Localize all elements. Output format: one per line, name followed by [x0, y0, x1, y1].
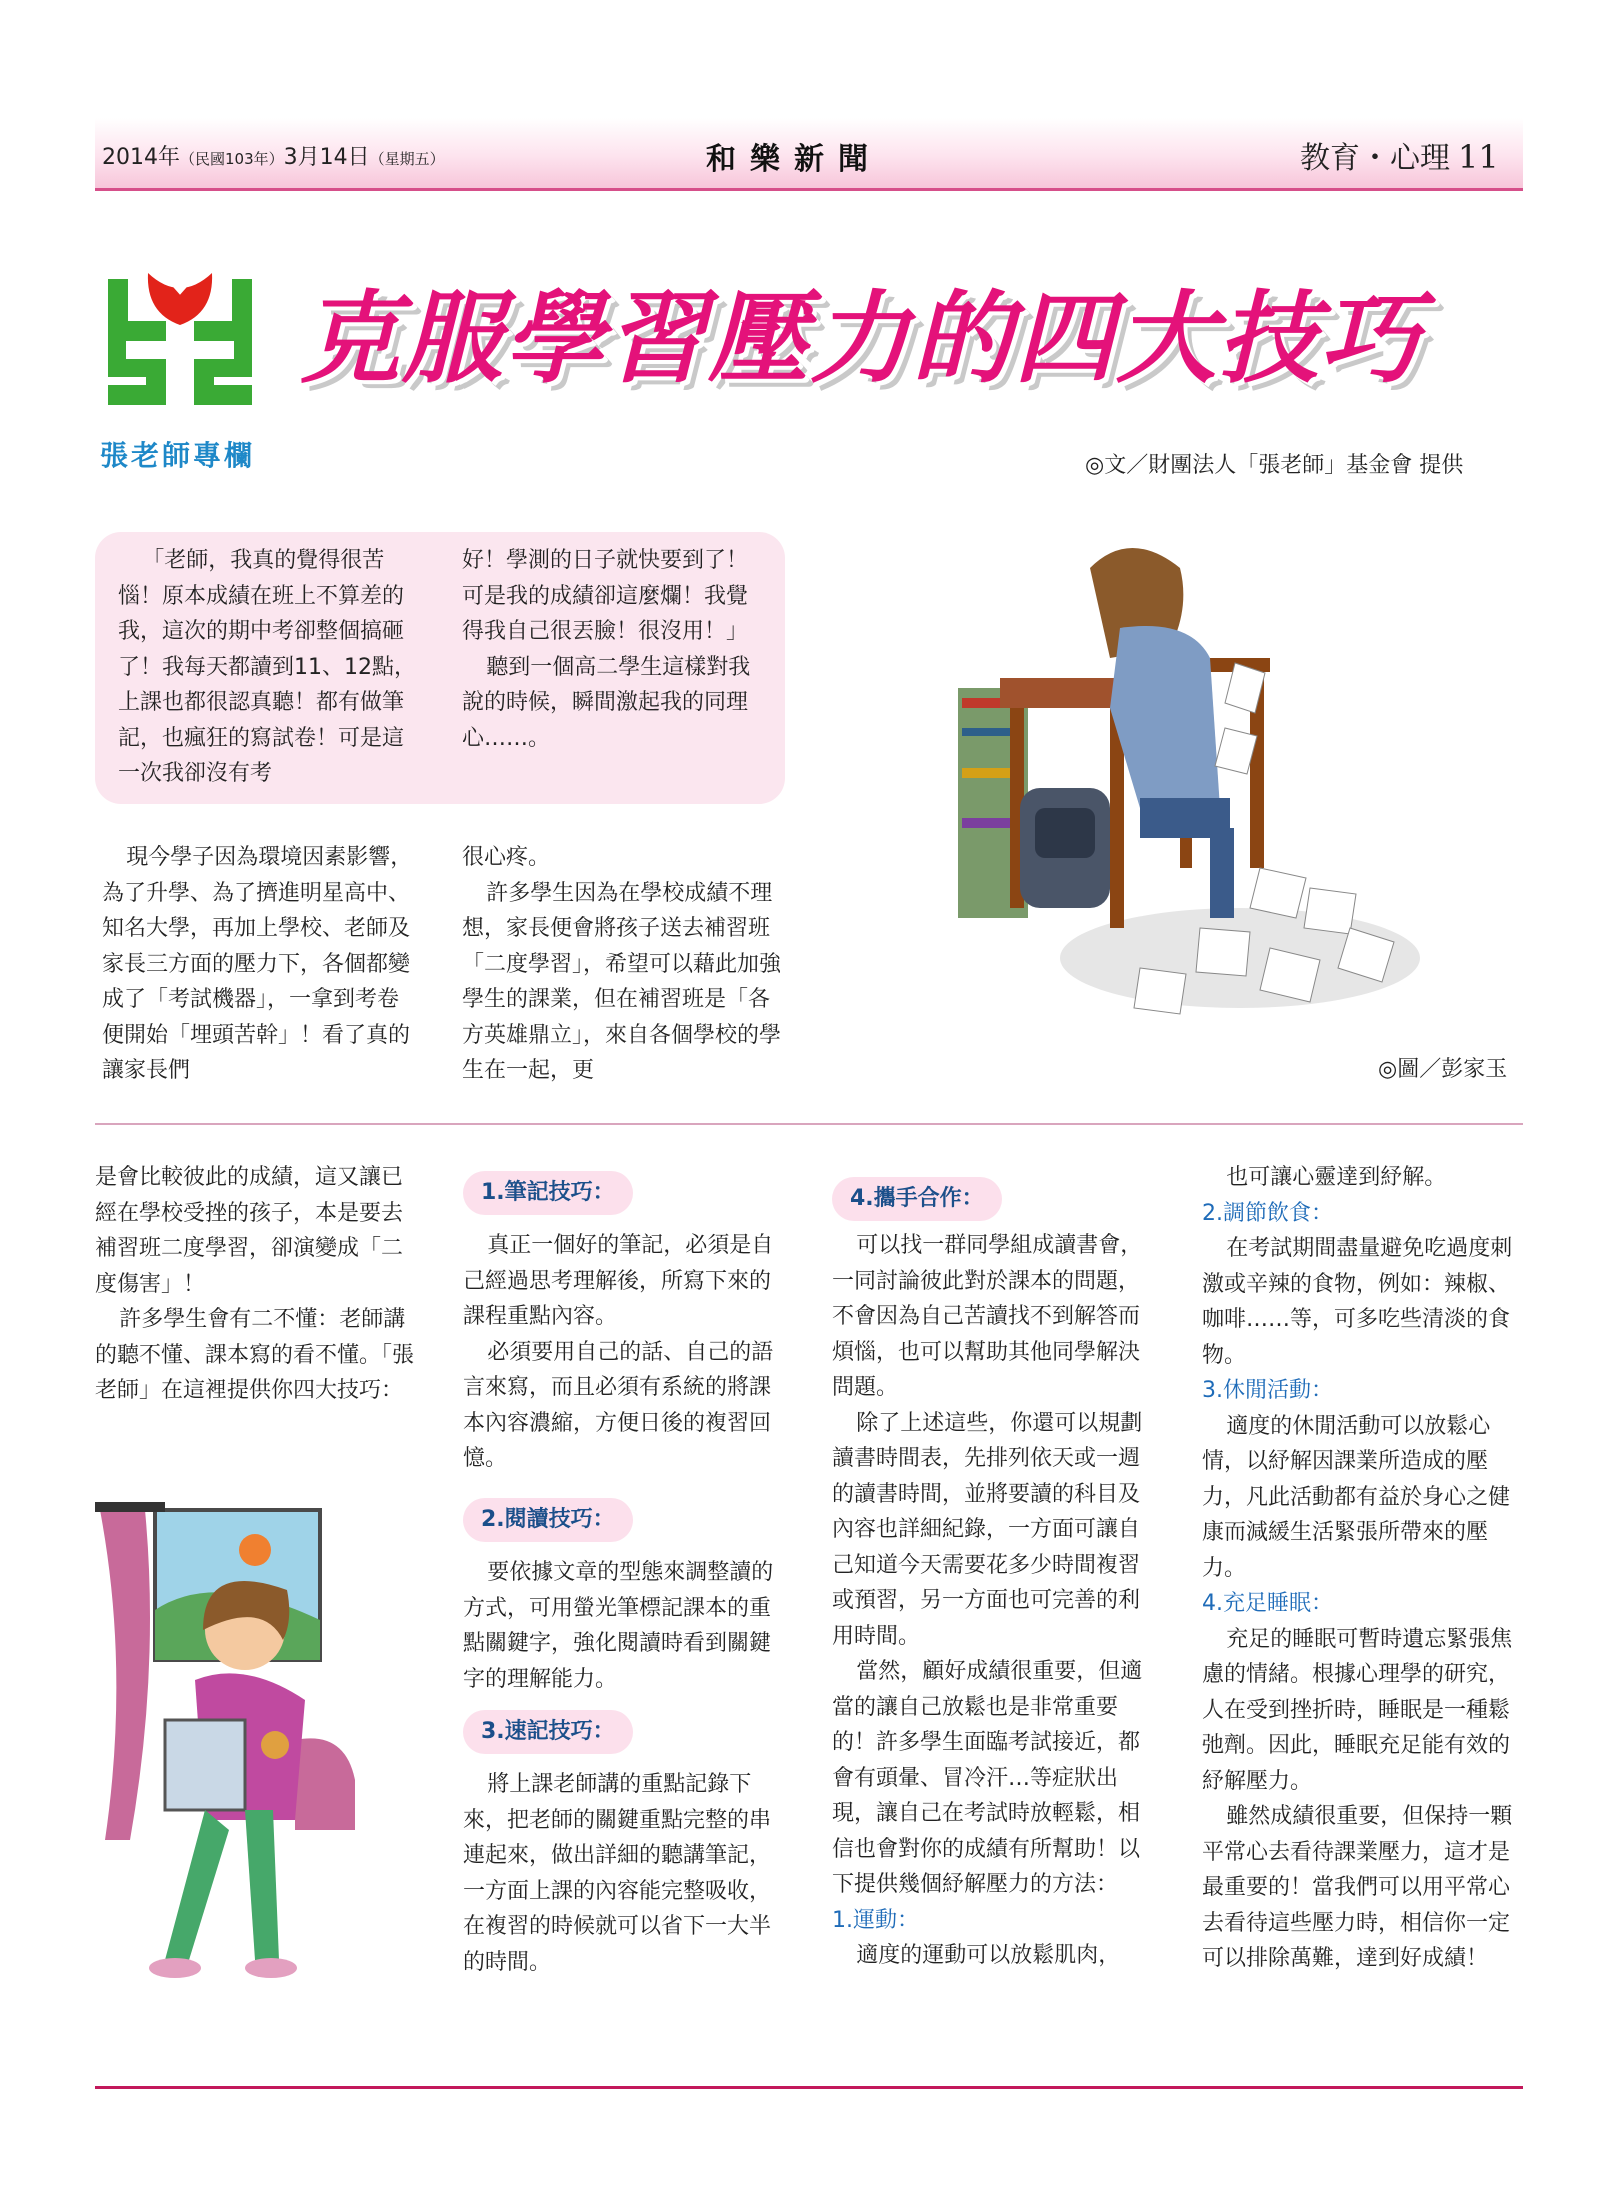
body-paragraph: 很心疼。 [462, 845, 551, 870]
date-weekday: （星期五） [369, 150, 445, 168]
body-paragraph: 許多學生會有二不懂：老師講的聽不懂、課本寫的看不懂。「張老師」在這裡提供你四大技巧： [95, 1307, 415, 1403]
page-number: 11 [1458, 138, 1499, 176]
relax-leisure-heading: 3.休閒活動： [1202, 1378, 1333, 1403]
intro-paragraph: 「老師，我真的覺得很苦惱！原本成績在班上不算差的我，這次的期中考卻整個搞砸了！我每天都讀到11、12點，上課也都很認真聽！都有做筆記，也瘋狂的寫試卷！可是這一次我卻沒有考 [118, 548, 416, 786]
tip-teamwork-heading [832, 1177, 1002, 1221]
body-paragraph: 適度的休閒活動可以放鬆心情，以紓解因課業所造成的壓力，凡此活動都有益於身心之健康而減緩生活緊張所帶來的壓力。 [1202, 1413, 1511, 1581]
reading-girl-illustration [95, 1490, 365, 2000]
tip-heading-text: 3.速記技巧： [481, 1719, 615, 1744]
date-day: 3月14日 [283, 145, 370, 170]
article-title: 克服學習壓力的四大技巧 [300, 280, 1422, 397]
upper-column-2 [462, 840, 784, 1089]
section-name: 教育・心理 [1300, 141, 1450, 176]
body-paragraph: 在考試期間盡量避免吃過度刺激或辛辣的食物，例如：辣椒、咖啡……等，可多吃些清淡的食物。 [1202, 1236, 1513, 1368]
lower-column-4 [1202, 1160, 1522, 1977]
body-paragraph: 充足的睡眠可暫時遺忘緊張焦慮的情緒。根據心理學的研究，人在受到挫折時，睡眠是一種鬆弛劑。因此，睡眠充足能有效的紓解壓力。 [1202, 1626, 1513, 1794]
relax-diet-heading: 2.調節飲食： [1202, 1200, 1333, 1226]
body-paragraph: 是會比較彼此的成績，這又讓已經在學校受挫的孩子，本是要去補習班二度學習，卻演變成「二度傷害」！ [95, 1165, 404, 1297]
body-paragraph: 要依據文章的型態來調整讀的方式，可用螢光筆標記課本的重點關鍵字，強化閱讀時看到關鍵字的理解能力。 [463, 1560, 774, 1692]
column-logo [100, 265, 260, 430]
body-paragraph: 適度的運動可以放鬆肌肉， [856, 1943, 1121, 1968]
author-credit: ◎文／財團法人「張老師」基金會 提供 [1085, 453, 1464, 478]
tip-note-taking-heading [463, 1171, 633, 1215]
lower-column-3 [832, 1228, 1155, 1974]
body-paragraph: 將上課老師講的重點記錄下來，把老師的關鍵重點完整的串連起來，做出詳細的聽講筆記，一方面上課的內容能完整吸收，在複習的時候就可以省下一大半的時間。 [463, 1772, 772, 1975]
figure-credit: ◎圖／彭家玉 [1378, 1057, 1508, 1082]
section-divider [95, 1123, 1523, 1125]
closing-paragraph: 雖然成績很重要，但保持一顆平常心去看待課業壓力，這才是最重要的！當我們可以用平常心去看待這些壓力時，相信你一定可以排除萬難，達到好成績！ [1202, 1804, 1513, 1971]
bottom-rule [95, 2086, 1523, 2089]
body-paragraph: 當然，顧好成績很重要，但適當的讓自己放鬆也是非常重要的！許多學生面臨考試接近，都會有頭暈、冒冷汗…等症狀出現，讓自己在考試時放輕鬆，相信也會對你的成績有所幫助！以下提供幾個紓解壓力的方法： [832, 1659, 1143, 1897]
intro-column-1 [118, 543, 418, 792]
body-paragraph: 必須要用自己的話、自己的語言來寫，而且必須有系統的將課本內容濃縮，方便日後的複習回憶。 [463, 1339, 774, 1471]
header-rule [95, 188, 1523, 191]
paper-name: 和樂新聞 [706, 142, 882, 177]
relax-sleep-heading: 4.充足睡眠： [1202, 1591, 1333, 1616]
lower-column-1 [95, 1160, 415, 1409]
studying-student-illustration [940, 528, 1430, 1048]
tip-heading-text: 1.筆記技巧： [481, 1180, 615, 1205]
issue-date [102, 140, 445, 171]
tip-note-taking-text [463, 1228, 786, 1477]
relax-exercise-heading: 1.運動： [832, 1907, 919, 1933]
tip-reading-heading [463, 1498, 633, 1542]
intro-column-2 [462, 543, 764, 756]
logo-caption: 張老師專欄 [100, 439, 256, 472]
tip-heading-text: 4.攜手合作： [850, 1186, 984, 1211]
section-label [1300, 133, 1499, 177]
intro-paragraph: 聽到一個高二學生這樣對我說的時候，瞬間激起我的同理心……。 [462, 654, 751, 751]
body-paragraph: 也可讓心靈達到紓解。 [1226, 1165, 1447, 1190]
tip-shorthand-heading [463, 1710, 633, 1754]
body-paragraph: 除了上述這些，你還可以規劃讀書時間表，先排列依天或一週的讀書時間，並將要讀的科目及內容也詳細紀錄，一方面可讓自己知道今天需要花多少時間複習或預習，另一方面也可完善的利用時間。 [832, 1410, 1143, 1649]
body-paragraph: 現今學子因為環境因素影響，為了升學、為了擠進明星高中、知名大學，再加上學校、老師及家長三方面的壓力下，各個都變成了「考試機器」，一拿到考卷便開始「埋頭苦幹」！看了真的讓家長們 [102, 845, 413, 1083]
intro-paragraph: 好！學測的日子就快要到了！可是我的成績卻這麼爛！我覺得我自己很丟臉！很沒用！」 [462, 548, 749, 644]
date-year: 2014年 [102, 145, 180, 170]
body-paragraph: 許多學生因為在學校成績不理想，家長便會將孩子送去補習班「二度學習」，希望可以藉此加強學生的課業，但在補習班是「各方英雄鼎立」，來自各個學校的學生在一起，更 [462, 880, 782, 1083]
body-paragraph: 可以找一群同學組成讀書會，一同討論彼此對於課本的問題，不會因為自己苦讀找不到解答而煩惱，也可以幫助其他同學解決問題。 [832, 1233, 1143, 1400]
date-roc: （民國103年） [180, 150, 284, 168]
tip-heading-text: 2.閱讀技巧： [481, 1507, 615, 1532]
upper-column-1 [102, 840, 416, 1089]
tip-reading-text [463, 1555, 786, 1697]
body-paragraph: 真正一個好的筆記，必須是自己經過思考理解後，所寫下來的課程重點內容。 [463, 1233, 774, 1329]
tip-shorthand-text [463, 1767, 786, 1980]
